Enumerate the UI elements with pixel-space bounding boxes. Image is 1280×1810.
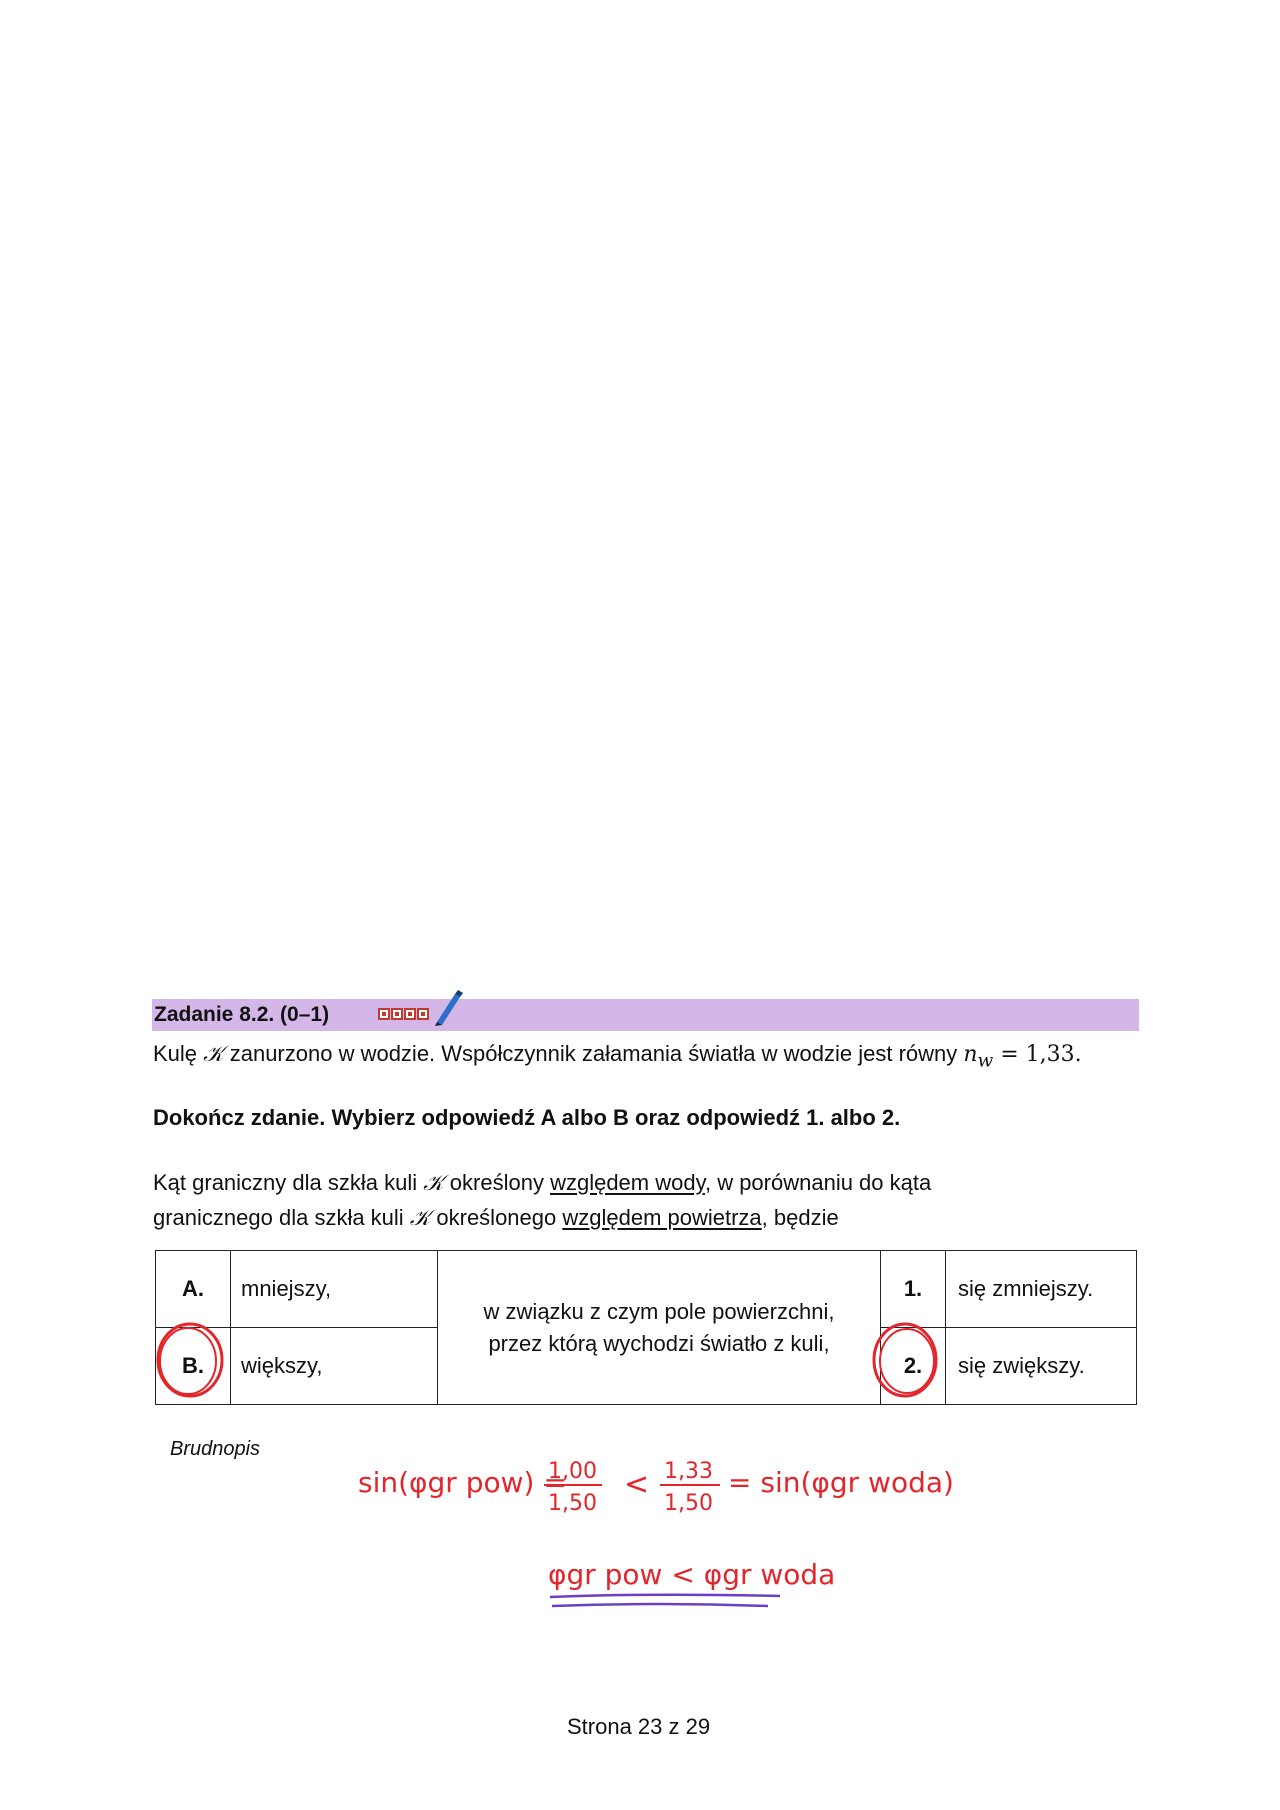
score-box: [378, 1008, 390, 1020]
hw-sin-right: = sin(φgr woda): [728, 1466, 954, 1499]
score-box: [404, 1008, 416, 1020]
option-1-text[interactable]: się zmniejszy.: [946, 1251, 1137, 1328]
option-b-text[interactable]: większy,: [231, 1328, 438, 1405]
score-boxes: [378, 1008, 430, 1020]
option-a-label[interactable]: A.: [156, 1251, 231, 1328]
option-a-text[interactable]: mniejszy,: [231, 1251, 438, 1328]
answer-table: [155, 1250, 1137, 1405]
hw-frac2-den: 1,50: [664, 1491, 713, 1516]
hw-frac2-num: 1,33: [664, 1459, 713, 1484]
page-footer: Strona 23 z 29: [567, 1714, 711, 1739]
option-2-text[interactable]: się zwiększy.: [946, 1328, 1137, 1405]
task-title: Zadanie 8.2. (0–1): [154, 1003, 330, 1026]
task-stem-line1: Kąt graniczny dla szkła kuli 𝒦 określony względem wody, w porównaniu do kąta: [153, 1170, 932, 1196]
option-2-label[interactable]: 2.: [881, 1328, 946, 1405]
score-box: [391, 1008, 403, 1020]
hw-frac1-num: 1,00: [548, 1459, 597, 1484]
hw-less: <: [624, 1467, 650, 1502]
scratch-label: Brudnopis: [170, 1438, 261, 1460]
hw-frac1-den: 1,50: [548, 1491, 597, 1516]
task-intro: Kulę 𝒦 zanurzono w wodzie. Współczynnik załamania światła w wodzie jest równy $n_w = 1,33$.: [153, 1041, 1082, 1072]
task-instruction: Dokończ zdanie. Wybierz odpowiedź A albo B oraz odpowiedź 1. albo 2.: [153, 1105, 901, 1130]
task-stem-line2: granicznego dla szkła kuli 𝒦 określonego względem powietrza, będzie: [153, 1205, 839, 1231]
k-symbol: 𝒦: [203, 1042, 224, 1067]
hw-underline: [550, 1595, 780, 1597]
option-b-label[interactable]: B.: [156, 1328, 231, 1405]
pen-icon: [433, 990, 463, 1026]
option-1-label[interactable]: 1.: [881, 1251, 946, 1328]
hw-conclusion: φgr pow < φgr woda: [548, 1558, 836, 1591]
middle-phrase: w związku z czym pole powierzchni, przez którą wychodzi światło z kuli,: [438, 1251, 881, 1405]
hw-sin-left: sin(φgr pow) =: [358, 1466, 567, 1499]
score-box: [417, 1008, 429, 1020]
